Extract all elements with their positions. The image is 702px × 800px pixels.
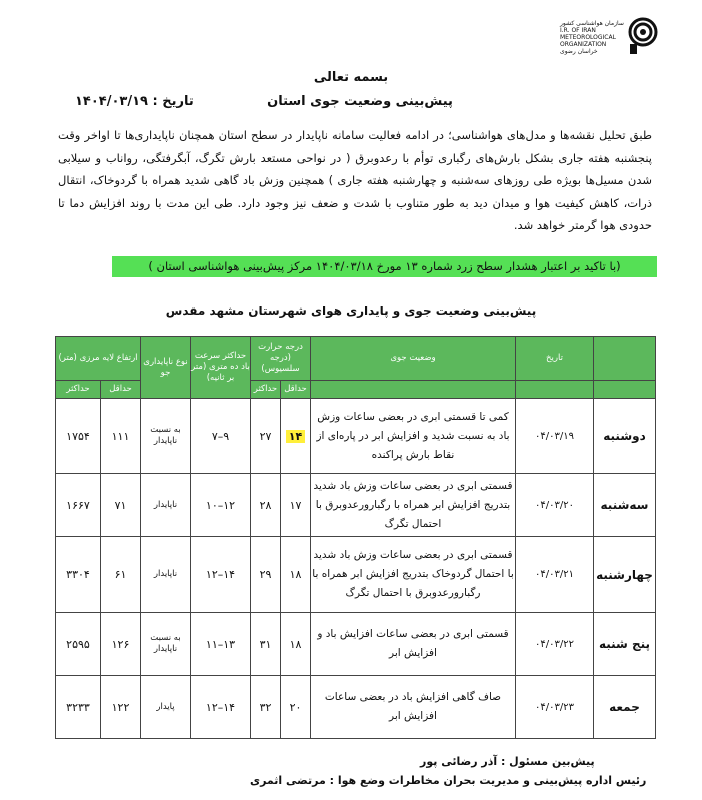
header-day bbox=[594, 337, 656, 381]
row-condition: کمی تا قسمتی ابری در بعضی ساعات وزش باد به نسبت شدید و افزایش ابر در پاره‌ای از نقاط بارش پراکنده bbox=[311, 399, 516, 474]
row-day: پنج شنبه bbox=[594, 613, 656, 676]
header-boundary-layer: ارتفاع لایه مرزی (متر) bbox=[56, 337, 141, 381]
row-condition: صاف گاهی افزایش باد در بعضی ساعات افزایش ابر bbox=[311, 676, 516, 739]
row-temp-max: ۳۲ bbox=[251, 676, 281, 739]
row-boundary-max: ۱۶۶۷ bbox=[56, 474, 101, 537]
forecast-table bbox=[55, 336, 656, 739]
row-boundary-min: ۱۱۱ bbox=[101, 399, 141, 474]
row-boundary-max: ۳۲۳۳ bbox=[56, 676, 101, 739]
header-condition-sub bbox=[311, 381, 516, 399]
header-stability: نوع ناپایداری جو bbox=[141, 337, 191, 399]
table-title: پیش‌بینی وضعیت جوی و پایداری هوای شهرستان مشهد مقدس bbox=[165, 304, 537, 318]
department-head-signature: رئیس اداره پیش‌بینی و مدیریت بحران مخاطرات وضع هوا : مرتضی اثمری bbox=[250, 774, 647, 787]
highlighted-temp-min: ۱۴ bbox=[286, 430, 305, 443]
forecast-paragraph: طبق تحلیل نقشه‌ها و مدل‌های هواشناسی؛ در ادامه فعالیت سامانه ناپایدار در سطح استان همچنان ناپایداری‌ها تا اواخر وقت پنجشنبه هفته جاری بشکل بارش‌های رگباری توأم با رعدوبرق ( در نواحی مستعد بارش تگرگ، آبگرفتگی، رواناب و سیلابی شدن مسیل‌ها بویژه طی روزهای سه‌شنبه و چهارشنبه هفته جاری ) همچنین وزش باد گاهی شدید همراه با گردوخاک، انتقال ذرات، کاهش کیفیت هوا و میدان دید به طور متناوب با شدت و ضعف نیز وجود دارد. طی این مدت با روند افزایش دما تا حدودی هوا گرمتر خواهد شد. bbox=[58, 128, 652, 232]
row-temp-min: ۲۰ bbox=[281, 676, 311, 739]
logo-text bbox=[560, 20, 630, 55]
header-temp-max: حداکثر bbox=[251, 381, 281, 399]
row-boundary-min: ۱۲۲ bbox=[101, 676, 141, 739]
row-day: دوشنبه bbox=[594, 399, 656, 474]
row-boundary-max: ۲۵۹۵ bbox=[56, 613, 101, 676]
row-condition: قسمتی ابری در بعضی ساعات وزش باد شدید با احتمال گردوخاک بتدریج افزایش ابر همراه با رگبارورعدوبرق با احتمال تگرگ bbox=[311, 537, 516, 613]
row-boundary-min: ۶۱ bbox=[101, 537, 141, 613]
organization-logo bbox=[560, 14, 660, 74]
header-wind: حداکثر سرعت باد ده متری (متر بر ثانیه) bbox=[191, 337, 251, 399]
row-wind: ۹–۷ bbox=[191, 399, 251, 474]
row-stability: ناپایدار bbox=[141, 474, 191, 537]
table-row bbox=[56, 474, 656, 537]
header-boundary-max: حداکثر bbox=[56, 381, 101, 399]
header-date: تاریخ bbox=[516, 337, 594, 381]
header-temp-min: حداقل bbox=[281, 381, 311, 399]
row-condition: قسمتی ابری در بعضی ساعات افزایش باد و افزایش ابر bbox=[311, 613, 516, 676]
header-date-sub bbox=[516, 381, 594, 399]
row-stability: به نسبت ناپایدار bbox=[141, 399, 191, 474]
row-day: چهارشنبه bbox=[594, 537, 656, 613]
table-row bbox=[56, 676, 656, 739]
row-boundary-max: ۳۳۰۴ bbox=[56, 537, 101, 613]
forecaster-signature: پیش‌بین مسئول : آذر رضائی پور bbox=[420, 755, 595, 768]
invocation-heading: بسمه تعالی bbox=[313, 70, 389, 85]
logo-line: METEOROLOGICAL bbox=[560, 34, 616, 41]
row-boundary-max: ۱۷۵۴ bbox=[56, 399, 101, 474]
row-wind: ۱۴–۱۲ bbox=[191, 537, 251, 613]
row-wind: ۱۳–۱۱ bbox=[191, 613, 251, 676]
row-temp-max: ۳۱ bbox=[251, 613, 281, 676]
alert-highlight: (با تاکید بر اعتبار هشدار سطح زرد شماره ۱۳ مورخ ۱۴۰۴/۰۳/۱۸ مرکز پیش‌بینی هواشناسی استان ) bbox=[112, 256, 657, 277]
row-wind: ۱۴–۱۲ bbox=[191, 676, 251, 739]
header-day-sub bbox=[594, 381, 656, 399]
row-condition: قسمتی ابری در بعضی ساعات وزش باد شدید بتدریج افزایش ابر همراه با رگبارورعدوبرق با احتمال تگرگ bbox=[311, 474, 516, 537]
row-stability: ناپایدار bbox=[141, 537, 191, 613]
row-temp-max: ۲۹ bbox=[251, 537, 281, 613]
table-row bbox=[56, 399, 656, 474]
spiral-logo-icon bbox=[628, 14, 658, 54]
document-date: تاریخ : ۱۴۰۴/۰۳/۱۹ bbox=[75, 94, 194, 109]
logo-line: خراسان رضوی bbox=[560, 48, 598, 55]
row-temp-min bbox=[281, 399, 311, 474]
header-boundary-min: حداقل bbox=[101, 381, 141, 399]
row-stability: پایدار bbox=[141, 676, 191, 739]
row-temp-min: ۱۸ bbox=[281, 613, 311, 676]
row-day: سه‌شنبه bbox=[594, 474, 656, 537]
header-temperature: درجه حرارت (درجه سلسیوس) bbox=[251, 337, 311, 381]
table-row bbox=[56, 613, 656, 676]
row-date: ۰۴/۰۳/۲۳ bbox=[516, 676, 594, 739]
row-temp-min: ۱۷ bbox=[281, 474, 311, 537]
table-row bbox=[56, 537, 656, 613]
row-date: ۰۴/۰۳/۱۹ bbox=[516, 399, 594, 474]
row-date: ۰۴/۰۳/۲۱ bbox=[516, 537, 594, 613]
row-temp-max: ۲۸ bbox=[251, 474, 281, 537]
row-day: جمعه bbox=[594, 676, 656, 739]
row-wind: ۱۲–۱۰ bbox=[191, 474, 251, 537]
row-boundary-min: ۷۱ bbox=[101, 474, 141, 537]
row-temp-min: ۱۸ bbox=[281, 537, 311, 613]
row-temp-max: ۲۷ bbox=[251, 399, 281, 474]
row-stability: به نسبت ناپایدار bbox=[141, 613, 191, 676]
logo-line: سازمان هواشناسی کشور bbox=[560, 20, 624, 27]
row-boundary-min: ۱۲۶ bbox=[101, 613, 141, 676]
header-condition: وضعیت جوی bbox=[311, 337, 516, 381]
document-title: پیش‌بینی وضعیت جوی استان bbox=[267, 94, 453, 109]
logo-line: ORGANIZATION bbox=[560, 41, 607, 48]
logo-line: I.R. OF IRAN bbox=[560, 27, 596, 34]
row-date: ۰۴/۰۳/۲۰ bbox=[516, 474, 594, 537]
row-date: ۰۴/۰۳/۲۲ bbox=[516, 613, 594, 676]
